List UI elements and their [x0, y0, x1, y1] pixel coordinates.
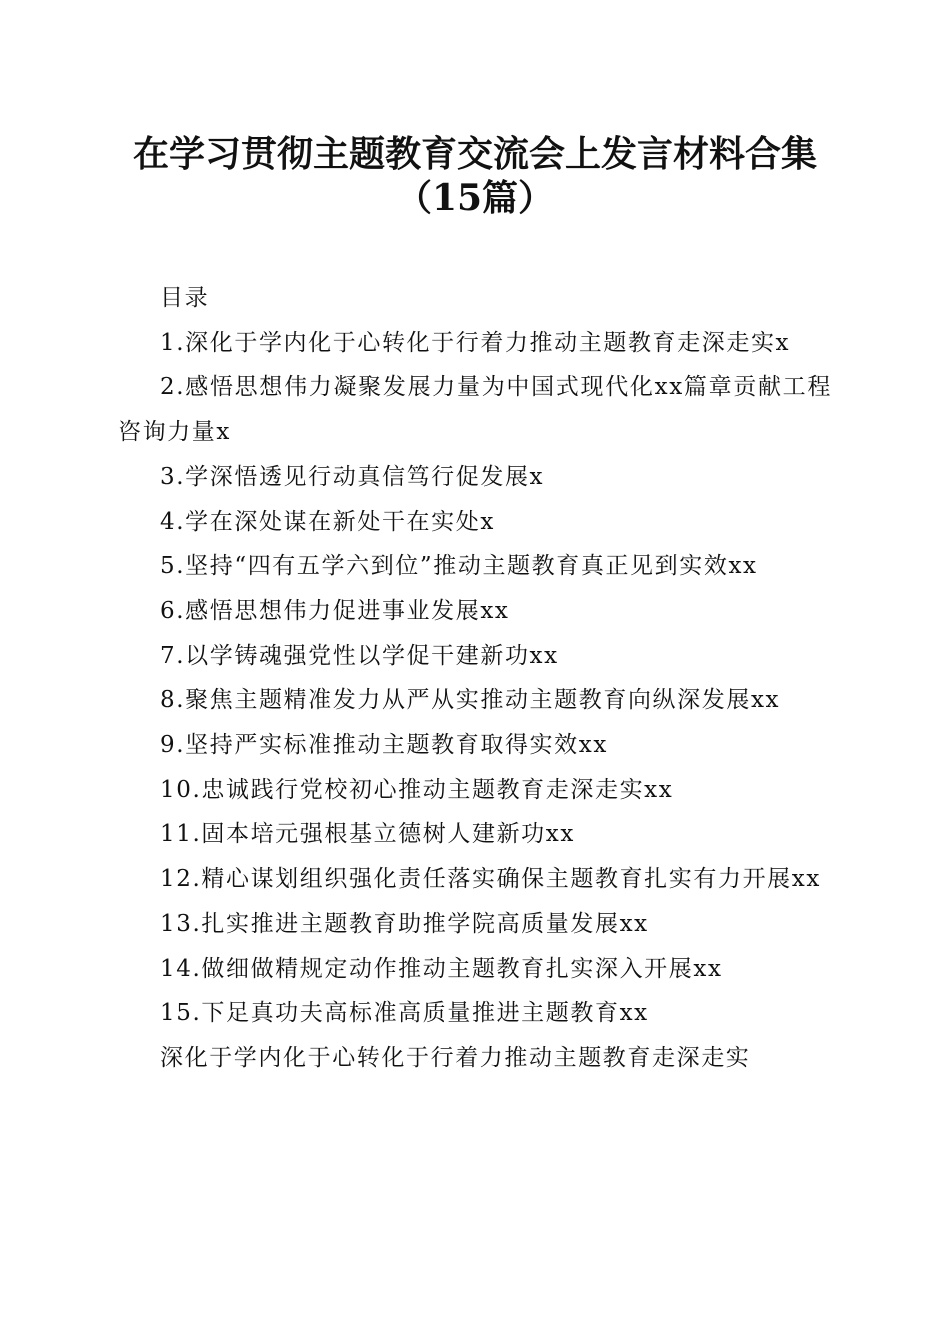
toc-item-9: 9.坚持严实标准推动主题教育取得实效xx — [160, 732, 608, 759]
toc-item-1: 1.深化于学内化于心转化于行着力推动主题教育走深走实x — [160, 329, 791, 356]
toc-item-15: 15.下足真功夫高标准高质量推进主题教育xx — [160, 1000, 649, 1027]
toc-item-11: 11.固本培元强根基立德树人建新功xx — [160, 821, 575, 848]
toc-item-2: 2.感悟思想伟力凝聚发展力量为中国式现代化xx篇章贡献工程咨询力量x — [118, 374, 832, 446]
toc-item-8: 8.聚焦主题精准发力从严从实推动主题教育向纵深发展xx — [160, 687, 781, 714]
toc-heading: 目录 — [160, 285, 210, 311]
toc-item-3: 3.学深悟透见行动真信笃行促发展x — [160, 463, 545, 490]
table-of-contents — [118, 276, 832, 1081]
toc-item-7: 7.以学铸魂强党性以学促干建新功xx — [160, 642, 559, 669]
toc-item-5: 5.坚持“四有五学六到位”推动主题教育真正见到实效xx — [160, 553, 758, 580]
toc-item-13: 13.扎实推进主题教育助推学院高质量发展xx — [160, 910, 649, 937]
title-line-main: 在学习贯彻主题教育交流会上发言材料合集 — [132, 133, 817, 175]
toc-item-12: 12.精心谋划组织强化责任落实确保主题教育扎实有力开展xx — [160, 866, 821, 893]
toc-item-10: 10.忠诚践行党校初心推动主题教育走深走实xx — [160, 776, 674, 803]
document-title — [0, 132, 950, 220]
toc-item-14: 14.做细做精规定动作推动主题教育扎实深入开展xx — [160, 955, 723, 982]
toc-item-4: 4.学在深处谋在新处干在实处x — [160, 508, 495, 535]
toc-item-6: 6.感悟思想伟力促进事业发展xx — [160, 597, 510, 624]
title-line-count: （15篇） — [395, 177, 555, 219]
section-title: 深化于学内化于心转化于行着力推动主题教育走深走实 — [160, 1044, 751, 1071]
